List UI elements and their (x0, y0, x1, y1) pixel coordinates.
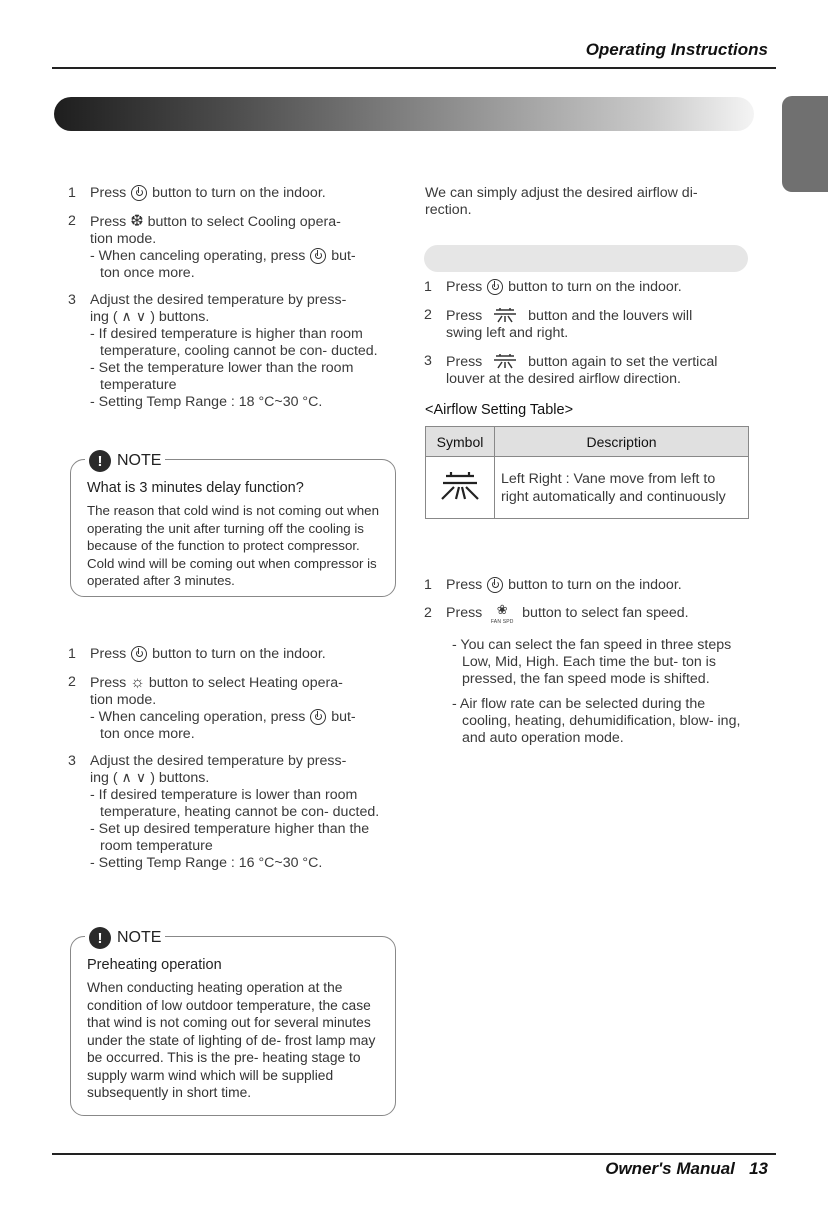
fan-subs (424, 637, 742, 747)
power-icon (131, 646, 147, 662)
airflow-intro: We can simply adjust the desired airflow di- rection. (425, 185, 698, 218)
table-cell-symbol (426, 457, 495, 519)
power-icon (487, 279, 503, 295)
exclamation-icon: ! (89, 927, 111, 949)
exclamation-icon: ! (89, 450, 111, 472)
swing-icon (490, 307, 520, 323)
cooling-step-3-subs (68, 326, 390, 411)
footer-manual-label: Owner's Manual (605, 1159, 735, 1178)
airflow-step-3: 3 Press button again to set the vertical louver at the desired airflow direction. (424, 353, 718, 387)
airflow-table-title: <Airflow Setting Table> (425, 402, 574, 418)
power-icon (131, 185, 147, 201)
sun-icon: ☼ (130, 674, 145, 691)
fan-step-1: 1 Press button to turn on the indoor. (424, 577, 682, 593)
fan-section (424, 577, 754, 747)
airflow-step-2: 2 Press button and the louvers will swing left and right. (424, 307, 693, 341)
heating-step-3-subs (68, 787, 395, 872)
note-body: When conducting heating operation at the condition of low outdoor temperature, the case that wind is not coming out for several minutes under the state of lighting of de- frost lamp may be occurred. This is the pre- heating stage to supply warm wind which will be supplied subsequently in short time. (87, 980, 376, 1100)
fan-speed-icon: ❀ FAN SPD (490, 602, 514, 625)
heating-sub-1: - If desired temperature is lower than room temperature, heating cannot be con- ducted. (90, 787, 380, 820)
side-tab (782, 96, 828, 192)
cooling-step-1: 1 Press button to turn on the indoor. (68, 185, 326, 201)
note-question: Preheating operation (87, 957, 222, 973)
swing-icon (490, 353, 520, 369)
cooling-sub-3: - Setting Temp Range : 18 °C~30 °C. (90, 394, 323, 410)
table-header-description: Description (495, 427, 749, 457)
cooling-note (70, 452, 396, 597)
cooling-step-2: 2 Press ❆ button to select Cooling opera- tion mode. (68, 213, 341, 247)
page-number: 13 (749, 1159, 768, 1178)
heating-step-2-sub: - When canceling operation, press but- ton once more. (90, 709, 356, 742)
header-title: Operating Instructions (585, 40, 768, 59)
heating-sub-2: - Set up desired temperature higher than the room temperature (90, 821, 370, 854)
airflow-section (424, 279, 754, 388)
cooling-sub-2: - Set the temperature lower than the room temperature (90, 360, 354, 393)
swing-symbol-icon (434, 469, 486, 503)
header-rule (52, 67, 776, 69)
power-icon (310, 248, 326, 264)
heating-note (70, 929, 396, 1116)
footer (605, 1159, 768, 1179)
snowflake-icon: ❆ (130, 213, 144, 230)
note-body: The reason that cold wind is not coming out when operating the unit after turning off the cooling is because of the function to protect compressor. Cold wind will be coming out when compressor is operated after 3 minutes. (87, 503, 379, 588)
table-cell-description: Left Right : Vane move from left to right automatically and continuously (495, 457, 749, 519)
cooling-step-3: 3 Adjust the desired temperature by press- ing ( ∧ ∨ ) buttons. (68, 292, 347, 325)
heating-sub-3: - Setting Temp Range : 16 °C~30 °C. (90, 855, 323, 871)
cooling-sub-1: - If desired temperature is higher than room temperature, cooling cannot be con- ducted. (90, 326, 378, 359)
section-banner (54, 97, 754, 131)
heating-step-3: 3 Adjust the desired temperature by press- ing ( ∧ ∨ ) buttons. (68, 753, 347, 786)
fan-icon: ❀ (496, 602, 508, 617)
power-icon (310, 709, 326, 725)
footer-rule (52, 1153, 776, 1155)
cooling-step-2-sub: - When canceling operating, press but- ton once more. (90, 248, 356, 281)
airflow-table (425, 426, 749, 519)
note-question: What is 3 minutes delay function? (87, 480, 304, 496)
airflow-step-1: 1 Press button to turn on the indoor. (424, 279, 682, 295)
heating-step-1: 1 Press button to turn on the indoor. (68, 646, 326, 662)
fan-sub-2: - Air flow rate can be selected during the cooling, heating, dehumidification, blow- ing, and auto operation mode. (452, 696, 741, 746)
note-label: NOTE (117, 452, 162, 469)
fan-step-2: 2 Press ❀ FAN SPD button to select fan speed. (424, 602, 689, 625)
heating-step-2: 2 Press ☼ button to select Heating opera- tion mode. (68, 674, 343, 708)
note-label: NOTE (117, 929, 162, 946)
fan-sub-1: - You can select the fan speed in three steps Low, Mid, High. Each time the but- ton is pressed, the fan speed mode is shifted. (452, 637, 732, 687)
cooling-section (68, 185, 398, 411)
power-icon (487, 577, 503, 593)
table-header-symbol: Symbol (426, 427, 495, 457)
airflow-subheading-bar (424, 245, 748, 272)
heating-section (68, 646, 398, 872)
